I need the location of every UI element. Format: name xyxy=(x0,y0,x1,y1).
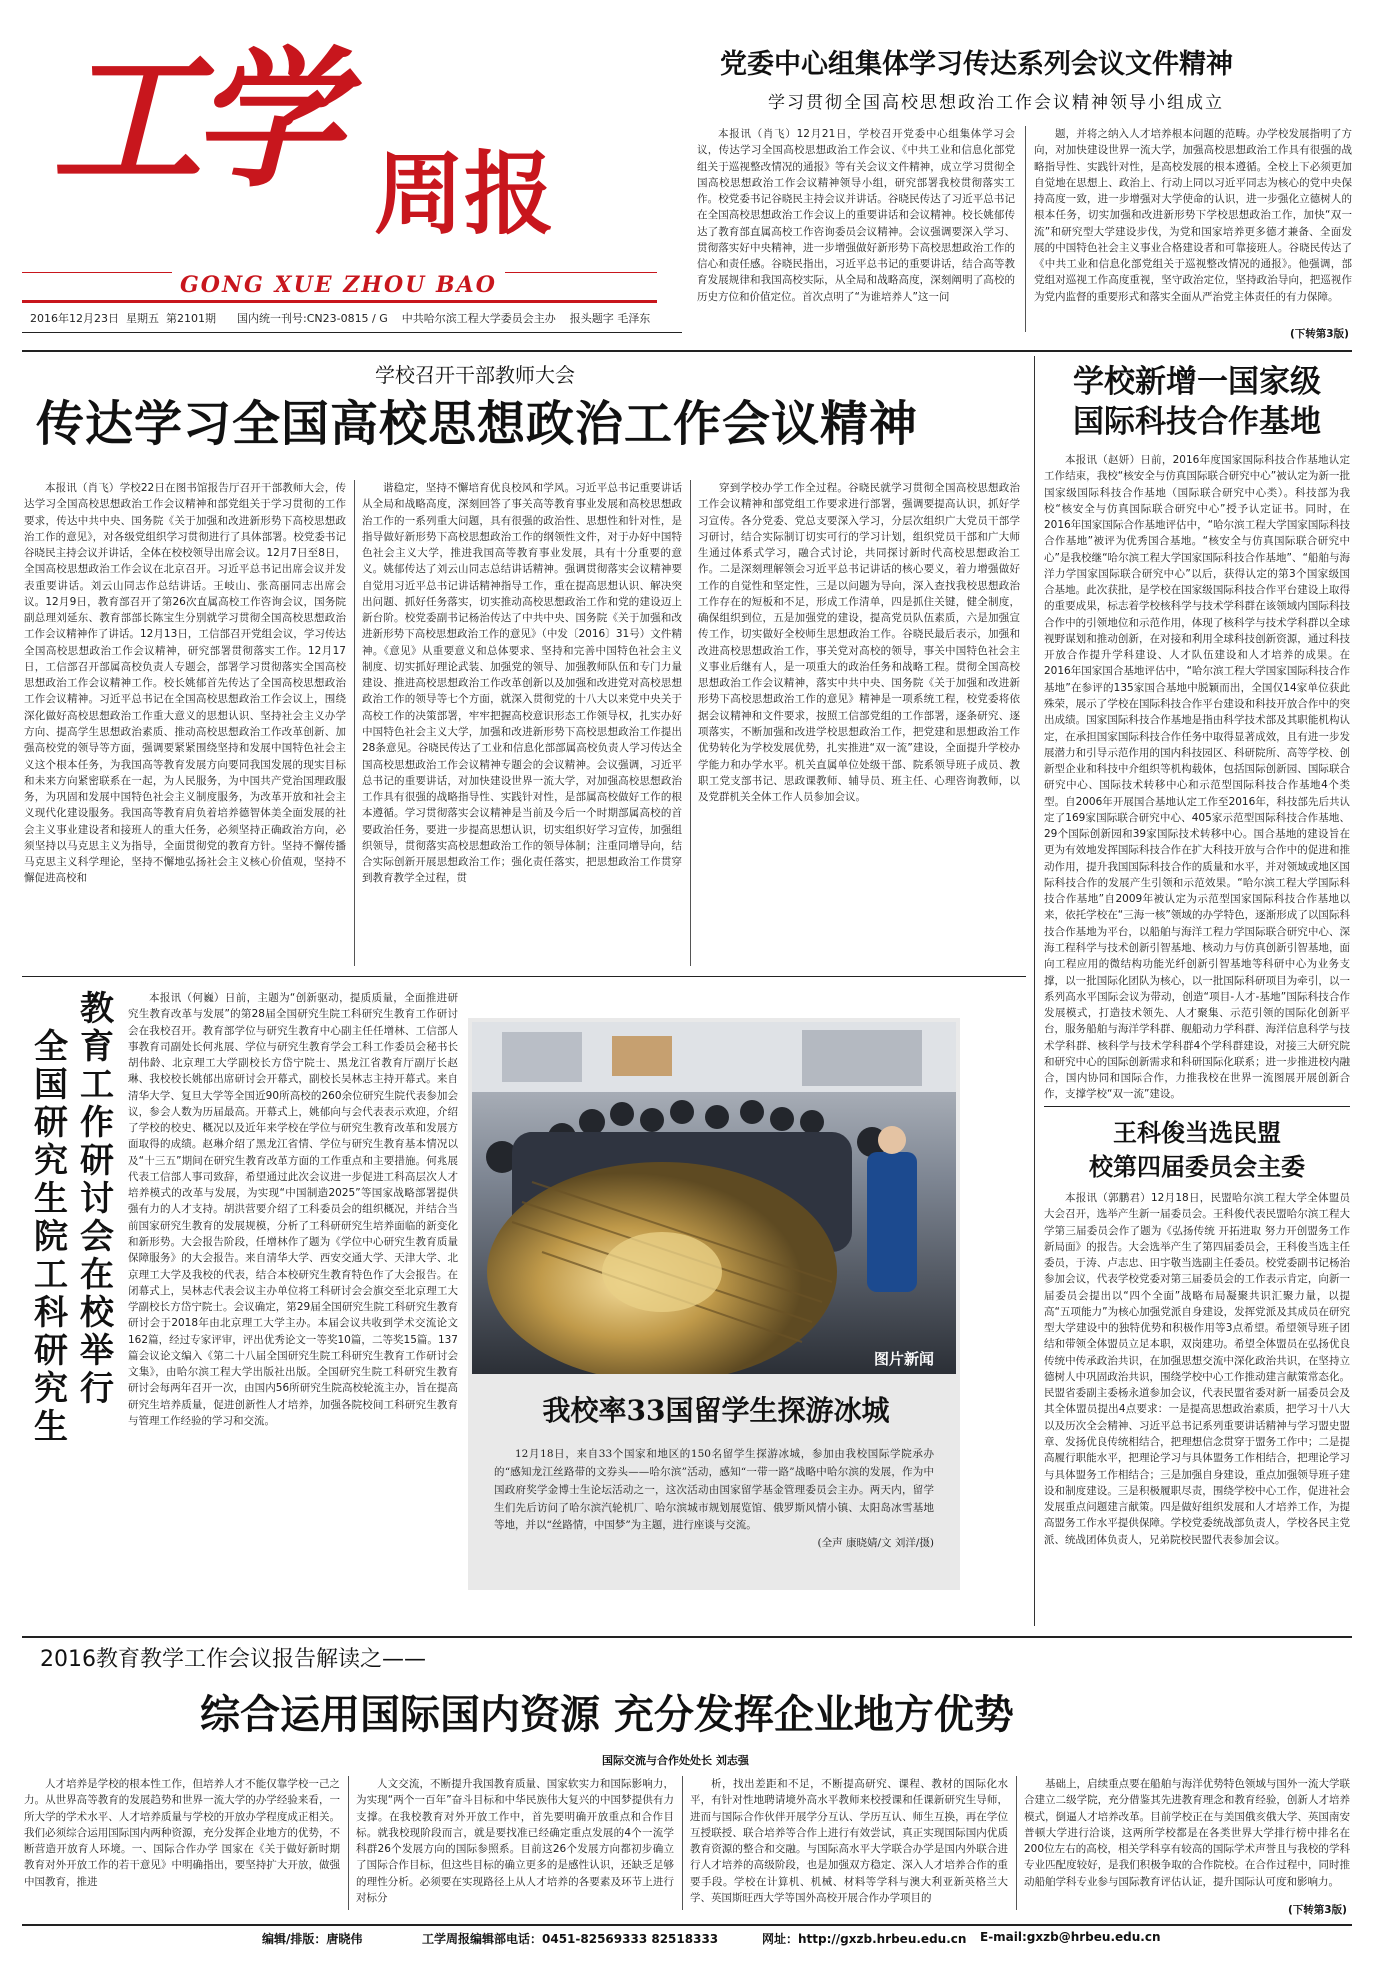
lead-col1-text: 本报讯（肖飞）学校22日在图书馆报告厅召开干部教师大会，传达学习全国高校思想政治工作会议精神和部党组关于学习贯彻的工作要求，传达中共中央、国务院《关于加强和改进新形势下高校思想政治工作的意见》，对各级党组织学习贯彻进行了具体部署。校党委书记谷晓民主持会议并讲话，全体在校校领导出席会议。12月7日至8日，全国高校思想政治工作会议在北京召开。习近平总书记出席会议并发表重要讲话。刘云山同志作总结讲话。王岐山、张高丽同志出席会议。12月9日，教育部召开了第26次直属高校工作咨询会议，国务院副总理刘延东、教育部部长陈宝生分别就学习贯彻全国高校思想政治工作会议精神作了讲话。12月13日，工信部召开党组会议，学习传达全国高校思想政治工作会议精神，研究部署贯彻落实工作。12月17日，工信部召开部属高校负责人专题会，部署学习贯彻落实全国高校思想政治工作会议精神工作。校长姚郁首先传达了全国高校思想政治工作会议精神。习近平总书记在全国高校思想政治工作会议上，围绕深化做好高校思想政治工作重大意义的思想认识、坚持社会主义办学方向、提高学生思想政治素质、推动高校思想政治工作改革创新、加强高校党的领导等方面，强调要紧紧围绕坚持和发展中国特色社会主义这个根本任务，为我国高等教育发展方向要同我国发展的现实目标和未来方向紧密联系在一起，为人民服务，为中国共产党治国理政服务，为巩固和发展中国特色社会主义制度服务，为改革开放和社会主义现代化建设服务。我国高等教育肩负着培养德智体美全面发展的社会主义事业建设者和接班人的重大任务，必须坚持正确政治方向，必须坚持以马克思主义为指导，全面贯彻党的教育方针。坚持不懈传播马克思主义科学理论，坚持不懈地弘扬社会主义核心价值观，坚持不懈促进高校和 xyxy=(24,482,346,885)
top-story-col-divider xyxy=(1025,126,1026,332)
bottom-divider-1 xyxy=(348,1776,349,1910)
left-story-title-col1: 全国研究生院工科研究生 xyxy=(34,1027,68,1447)
calligraphy-credit: 报头题字 毛泽东 xyxy=(569,312,651,325)
bottom-col2-text: 人文交流，不断提升我国教育质量、国家软实力和国际影响力，为实现“两个一百年”奋斗目标和中华民族伟大复兴的中国梦提供有力支撑。在我校教育对外开放工作中，首先要明确开放重点和合作目标。就我校现阶段而言，就是要找准已经确定重点发展的4个一流学科群26个发展方向的国际参照系。目前这26个发展方向都初步确立了国际合作目标，但这些目标的确立更多的是感性认识，还缺乏足够的理性分析。必须要在实现路径上从人才培养的各要素及环节上进行对标分 xyxy=(356,1778,674,1904)
publisher: 中共哈尔滨工程大学委员会主办 xyxy=(401,312,556,325)
right-story1-body xyxy=(1044,452,1350,1100)
lead-title: 传达学习全国高校思想政治工作会议精神 xyxy=(36,396,919,452)
masthead-pinyin: GONG XUE ZHOU BAO xyxy=(172,272,505,298)
footer-editor: 编辑/排版：唐晓伟 xyxy=(262,1932,363,1946)
bottom-col1 xyxy=(24,1776,340,1914)
lead-col3 xyxy=(698,480,1020,970)
issue-number: 第2101期 xyxy=(166,312,216,325)
bottom-col3-text: 析，找出差距和不足，不断提高研究、课程、教材的国际化水平，有针对性地聘请境外高水平教师来校授课和任课新研究生导师，进而与国际合作伙伴开展学分互认、学历互认、师生互换，再在学位互授联授、联合培养等合作上进行有效尝试，真正实现国际国内优质教育资源的整合和交融。与国际高水平大学联合办学是国内外联合进行人才培养的高级阶段，也是加强双方稳定、深入人才培养合作的重要手段。学校在计算机、机械、材料等学科与澳大利亚新英格兰大学、英国斯旺西大学等国外高校开展合作办学项目的 xyxy=(690,1778,1008,1904)
photo-news-label: 图片新闻 xyxy=(874,1350,935,1368)
bottom-kicker: 2016教育教学工作会议报告解读之—— xyxy=(40,1647,426,1672)
photo-caption-credit: (全声 康晓婧/文 刘洋/摄) xyxy=(817,1537,934,1550)
bottom-col4 xyxy=(1024,1776,1350,1900)
issue-weekday: 星期五 xyxy=(126,312,159,325)
right-story1-title-line2: 国际科技合作基地 xyxy=(1073,404,1321,440)
masthead-title-print: 周报 xyxy=(374,142,554,247)
divider-bottom xyxy=(22,1636,1352,1638)
footer-url[interactable]: 网址：http://gxzb.hrbeu.edu.cn xyxy=(762,1932,967,1946)
masthead-title-calligraphy: 工学 xyxy=(52,32,333,208)
bottom-col3 xyxy=(690,1776,1008,1914)
right-story2-title xyxy=(1044,1116,1350,1184)
top-story-title: 党委中心组集体学习传达系列会议文件精神 xyxy=(720,49,1233,80)
bottom-title: 综合运用国际国内资源 充分发挥企业地方优势 xyxy=(200,1691,1014,1738)
divider-top xyxy=(22,350,1352,352)
students-turbine-photo xyxy=(472,1022,956,1374)
bottom-byline: 国际交流与合作处处长 刘志强 xyxy=(602,1754,749,1767)
lead-kicker: 学校召开干部教师大会 xyxy=(375,363,575,387)
top-story-col1-text: 本报讯（肖飞）12月21日，学校召开党委中心组集体学习会议，传达学习全国高校思想政治工作会议、《中共工业和信息化部党组关于巡视整改情况的通报》等有关会议文件精神，成立学习贯彻全国高校思想政治工作会议精神领导小组，研究部署我校贯彻落实工作。校党委书记谷晓民主持会议并讲话。谷晓民传达了习近平总书记在全国高校思想政治工作会议上的重要讲话和会议精神。校长姚郁传达了教育部直属高校工作咨询委员会议精神。会议强调要深入学习、贯彻落实好中央精神，进一步增强做好新形势下高校思想政治工作的信心和责任感。谷晓民指出，习近平总书记的重要讲话，结合高等教育发展规律和我国高校实际，从全局和战略高度，深刻阐明了高校的历史方位和价值定位。首次点明了“为谁培养人”这一问 xyxy=(697,128,1015,303)
bottom-divider-3 xyxy=(1016,1776,1017,1910)
photo-caption-text: 12月18日，来自33个国家和地区的150名留学生探游冰城，参加由我校国际学院承办的“感知龙江丝路带的文券头——哈尔滨”活动，感知“一带一路”战略中哈尔滨的发展，作为中国政府奖学金博士生论坛活动之一，这次活动由国家留学基金管理委员会主办。两天内，留学生们先后访问了哈尔滨汽轮机厂、哈尔滨城市规划展览馆、俄罗斯风情小镇、太阳岛冰雪基地等地，并以“丝路情，中国梦”为主题，进行座谈与交流。 xyxy=(494,1448,934,1532)
right-story1-title xyxy=(1044,362,1350,442)
top-story-continued: (下转第3版) xyxy=(1290,328,1349,340)
top-story-col2 xyxy=(1034,126,1352,322)
footer-phone: 工学周报编辑部电话：0451-82569333 82518333 xyxy=(422,1932,719,1946)
bottom-continued: (下转第3版) xyxy=(1288,1904,1347,1916)
right-story2-text: 本报讯（郭鹏君）12月18日，民盟哈尔滨工程大学全体盟员大会召开，选举产生新一届委员会。王科俊代表民盟哈尔滨工程大学第三届委员会作了题为《弘扬传统 开拓进取 努力开创盟务工作新局面》的报告。大会选举产生了第四届委员会，王科俊当选主任委员，于涛、卢志忠、田宇敬当选副主任委员。校党委副书记杨治参加会议，代表学校党委对第三届委员会的工作表示肯定，向新一届委员会提出以“四个全面”战略布局凝聚共识汇聚力量，以提高“五项能力”为核心加强党派自身建设，发挥党派及其成员在研究型大学建设中的独特优势和积极作用等3点希望。希望领导班子团结和带领全体盟员立足本职，双岗建功。希望全体盟员在弘扬优良传统中传承政治共识，在加强思想交流中深化政治共识，在坚持立德树人中巩固政治共识，围绕学校中心工作推动建言献策常态化。民盟省委副主委杨永道参加会议，代表民盟省委对新一届委员会及其全体盟员提出4点要求：一是提高思想政治素质，把学习十八大以及历次全会精神、习近平总书记系列重要讲话精神与学习盟史盟章、发扬优良传统相结合，把理想信念贯穿于盟务工作中；二是提高履行职能水平，把理论学习与具体盟务工作相结合，把理论学习与具体盟务工作相结合；三是加强自身建设，重点加强领导班子建设和制度建设。三是积极履职尽责，围绕学校中心工作，促进社会发展重点问题建言献策。四是做好组织发展和人才培养工作，为提高盟务工作水平提供保障。学校党委统战部负责人，学校各民主党派、统战团体负责人，兄弟院校民盟代表参加会议。 xyxy=(1044,1192,1350,1546)
divider-right-column xyxy=(1034,356,1035,1626)
left-story-title-col2: 教育工作研讨会在校举行 xyxy=(80,989,114,1409)
right-divider xyxy=(1044,1106,1350,1107)
left-story-text: 本报讯（何巍）日前，主题为“创新驱动，提质质量，全面推进研究生教育改革与发展”的第28届全国研究生院工科研究生教育工作研讨会在我校召开。教育部学位与研究生教育中心副主任任增林、工信部人事教育司副处长何兆展、学位与研究生教育学会工科工作委员会秘书长胡伟龄、北京理工大学副校长方岱宁院士、黑龙江省教育厅副厅长赵琳、我校校长姚郁出席研讨会开幕式，副校长吴林志主持开幕式。来自清华大学、复旦大学等全国近90所高校的260余位研究生院代表参加会议，参会人数为历届最高。开幕式上，姚郁向与会代表表示欢迎，介绍了学校的校史、概况以及近年来学校在学位与研究生教育改革和发展方面取得的成绩。赵琳介绍了黑龙江省情、学位与研究生教育基本情况以及“十三五”期间在研究生教育改革方面的工作重点和主要措施。何兆展代表工信部人事司致辞，希望通过此次会议进一步促进工科高层次人才培养模式的改革与发展，为实现“中国制造2025”等国家战略部署提供强有力的人才支持。胡洪营要介绍了工科委员会的组织概况，并结合当前国家研究生教育的发展规模，分析了工科研研究生培养面临的新变化和新形势。大会报告阶段，任增林作了题为《学位中心研究生教育质量保障服务》的大会报告。来自清华大学、西安交通大学、天津大学、北京理工大学及我校的代表，结合本校研究生教育特色作了大会报告。在闭幕式上，吴林志代表会议主办单位将工科研讨会会旗交至北京理工大学副校长方岱宁院士。会议确定，第29届全国研究生院工科研究生教育研讨会于2018年由北京理工大学主办。本届会议共收到学术交流论文162篇，经过专家评审，评出优秀论文一等奖10篇，二等奖15篇。137篇会议论文编入《第二十八届全国研究生院工科研究生教育工作研讨会文集》，由哈尔滨工程大学出版社出版。全国研究生院工科研究生教育研讨会每两年召开一次，由国内56所研究生院高校轮流主办，旨在提高研究生培养质量，促进创新性人才培养，加强各院校间工科研究生教育与管理工作经验的学习和交流。 xyxy=(128,992,458,1427)
bottom-col2 xyxy=(356,1776,674,1914)
top-story-subtitle: 学习贯彻全国高校思想政治工作会议精神领导小组成立 xyxy=(768,93,1224,113)
lead-col2 xyxy=(362,480,682,970)
top-story-col2-text: 题，并将之纳入人才培养根本问题的范畴。办学校发展指明了方向，对加快建设世界一流大学，加强高校思想政治工作具有很强的战略指导性、实践针对性，是高校发展的根本遵循。全校上下必须更加自觉地在思想上、政治上、行动上同以习近平同志为核心的党中央保持高度一致，进一步增强对大学使命的认识，进一步强化立德树人的根本任务，切实加强和改进新形势下学校思想政治工作，加快“双一流”和研究型大学建设步伐，为党和国家培养更多德才兼备、全面发展的中国特色社会主义事业合格建设者和可靠接班人。谷晓民传达了《中共工业和信息化部党组关于巡视整改情况的通报》。他强调，部党组对巡视工作高度重视，坚守政治定位，坚持政治导向，把巡视作为党内监督的重要形式和落实全面从严治党主体责任的有力保障。 xyxy=(1034,128,1352,303)
bottom-col4-text: 基础上，启续重点要在船舶与海洋优势特色领域与国外一流大学联合建立二级学院，充分借鉴其先进教育理念和教育经验，创新人才培养模式，倒逼人才培养改革。目前学校正在与美国俄亥俄大学、英国南安普顿大学进行洽谈，这两所学校都是在各类世界大学排行榜中排名在200位左右的高校，相关学科享有较高的国际学术声誉且与我校的学科专业匹配度较好，是我们积极争取的合作院校。在合作过程中，同时推动船舶学科专业参与国际教育评估认证，提升国际认可度和影响力。 xyxy=(1024,1778,1350,1888)
right-story1-title-line1: 学校新增一国家级 xyxy=(1073,364,1321,400)
masthead-rule-thick xyxy=(22,300,657,303)
masthead-info-bar xyxy=(30,310,670,326)
bottom-divider-2 xyxy=(682,1776,683,1910)
footer-email[interactable]: E-mail:gxzb@hrbeu.edu.cn xyxy=(980,1930,1161,1944)
footer-rule xyxy=(22,1924,1352,1926)
lead-col1 xyxy=(24,480,346,970)
top-story-col1 xyxy=(697,126,1015,336)
photo-feature-panel xyxy=(468,1018,960,1590)
issue-date: 2016年12月23日 xyxy=(30,312,119,325)
masthead xyxy=(22,20,682,340)
right-story2-body xyxy=(1044,1190,1350,1626)
cn-number: 国内统一刊号:CN23-0815 / G xyxy=(236,312,388,325)
photo-feature-caption xyxy=(494,1446,934,1553)
right-story2-title-line1: 王科俊当选民盟 xyxy=(1113,1118,1281,1147)
lead-col2-text: 谐稳定，坚持不懈培育优良校风和学风。习近平总书记重要讲话从全局和战略高度，深刻回答了事关高等教育事业发展和高校思想政治工作的一系列重大问题，具有很强的政治性、思想性和针对性，是指导做好新形势下高校思想政治工作的纲领性文件，对于办好中国特色社会主义大学，推进我国高等教育事业发展，具有十分重要的意义。姚郁传达了刘云山同志总结讲话精神。强调贯彻落实会议精神要自觉用习近平总书记讲话精神指导工作，重在提高思想认识、解决突出问题、抓好任务落实，切实推动高校思想政治工作和党的建设迈上新台阶。校党委副书记杨治传达了中共中央、国务院《关于加强和改进新形势下高校思想政治工作的意见》（中发〔2016〕31号）文件精神。《意见》从重要意义和总体要求、坚持和完善中国特色社会主义制度、切实抓好理论武装、加强党的领导、加强教师队伍和专门力量建设、推进高校思想政治工作改革创新以及加强和改进党对高校思想政治工作的领导等七个方面，就深入贯彻党的十八大以来党中央关于高校工作的决策部署，牢牢把握高校意识形态工作领导权，扎实办好中国特色社会主义大学，加强和改进新形势下高校思想政治工作提出28条意见。谷晓民传达了工业和信息化部部属高校负责人学习传达全国高校思想政治工作会议精神专题会的会议精神。会议强调，习近平总书记的重要讲话，对加快建设世界一流大学，对加强高校思想政治工作具有很强的战略指导性、实践针对性，是部属高校做好工作的根本遵循。学习贯彻落实会议精神是当前及今后一个时期部属高校的首要政治任务，要进一步提高思想认识，切实组织好学习宣传，加强组织领导，贯彻落实高校思想政治工作的领导体制；注重同增导向，结合实际创新开展思想政治工作；强化责任落实，把思想政治工作贯穿到教育教学全过程，贯 xyxy=(362,482,682,885)
divider-mid xyxy=(22,976,1026,977)
right-story2-title-line2: 校第四届委员会主委 xyxy=(1089,1152,1305,1181)
lead-divider-2 xyxy=(690,480,691,966)
lead-col3-text: 穿到学校办学工作全过程。谷晓民就学习贯彻全国高校思想政治工作会议精神和部党组工作要求进行部署，强调要提高认识，抓好学习宣传。各分党委、党总支要深入学习，分层次组织广大党员干部学习研讨，结合实际制订切实可行的学习计划，组织党员干部和广大师生通过体系式学习，融合式讨论，共同探讨新时代高校思想政治工作。二是深刻理解领会习近平总书记讲话的核心要义，着力增强做好工作的自觉性和坚定性，三是以问题为导向，深入查找我校思想政治工作存在的短板和不足，形成工作清单，四是抓住关键，健全制度，确保组织到位，五是加强党的建设，提高党员队伍素质，六是加强宣传工作，切实做好全校师生思想政治工作。谷晓民最后表示，加强和改进高校思想政治工作，事关党对高校的领导，事关中国特色社会主义事业后继有人，是一项重大的政治任务和战略工程。贯彻全国高校思想政治工作会议精神，落实中共中央、国务院《关于加强和改进新形势下高校思想政治工作的意见》精神是一项系统工程，校党委将依据会议精神和文件要求，按照工信部党组的工作部署，逐条研究、逐项落实，不断加强和改进学校思想政治工作，把党建和思想政治工作优势转化为学校发展优势，扎实推进“双一流”建设，全面提升学校办学能力和办学水平。机关直属单位处级干部、院系领导班子成员、教职工党支部书记、思政课教师、辅导员、班主任、心理咨询教师，以及党群机关全体工作人员参加会议。 xyxy=(698,482,1020,804)
photo-feature-title: 我校率33国留学生探游冰城 xyxy=(542,1394,890,1427)
photo-news-image xyxy=(472,1022,956,1374)
bottom-col1-text: 人才培养是学校的根本性工作，但培养人才不能仅靠学校一己之力。从世界高等教育的发展趋势和世界一流大学的办学经验来看，一所大学的学术水平、人才培养质量与学校的开放办学程度成正相关。我们必须综合运用国际国内两种资源，充分发挥企业地方的优势，不断营造开放育人环境。一、国际合作办学 国家在《关于做好新时期教育对外开放工作的若干意见》中明确指出，要坚持扩大开放，做强中国教育，推进 xyxy=(24,1778,340,1888)
lead-divider-1 xyxy=(354,480,355,966)
masthead-info-underline xyxy=(22,332,682,333)
right-story1-text: 本报讯（赵妍）日前，2016年度国家国际科技合作基地认定工作结束，我校“核安全与仿真国际联合研究中心”被认定为新一批国家级国际科技合作基地（国际联合研究中心类）。科技部为我校“核安全与仿真国际联合研究中心”授予认定证书。同时，在2016年国家国际合作基地评估中，“哈尔滨工程大学国家国际科技合作基地”被评为优秀国合基地。“核安全与仿真国际联合研究中心”是我校继“哈尔滨工程大学国家国际科技合作基地”、“船舶与海洋力学国家国际联合研究中心”以后，获得认定的第3个国家级国合基地。此次获批，是学校在国家级国际科技合作平台建设上取得的重要成果，标志着学校核科学与技术学科群在该领域内国际科技合作中的引领地位和示范作用，体现了核科学与技术学科群以全球视野谋划和推动创新，在对接和利用全球科技创新资源，通过科技开放合作提升学科建设、人才队伍建设和人才培养的成果。在2016年国家国合基地评估中，“哈尔滨工程大学国家国际科技合作基地”在参评的135家国合基地中脱颖而出，全国仅14家单位获此殊荣，展示了学校在国际科技合作平台建设和科技开放合作中的突出成绩。国家国际科技合作基地是指由科学技术部及其职能机构认定，在承担国家国际科技合作任务中取得显著成效，且有进一步发展潜力和引导示范作用的国内科技园区、科研院所、高等学校、创新型企业和科技中介组织等机构载体，包括国际创新园、国际联合研究中心、国际技术转移中心和示范型国际科技合作基地4个类型。自2006年开展国合基地认定工作至2016年，科技部先后共认定了169家国际联合研究中心、405家示范型国际科技合作基地、29个国际创新园和39家国际技术转移中心。国合基地的建设旨在更为有效地发挥国际科技合作在扩大科技开放与合作中的促进和推动作用，提升我国国际科技合作的质量和水平，并对领域或地区国际科技合作的发展产生引领和示范效果。“哈尔滨工程大学国际科技合作基地”自2009年被认定为示范型国家国际科技合作基地以来，依托学校在“三海一核”领域的办学特色，逐渐形成了以国际科技合作基地为平台，以船舶与海洋工程力学国际联合研究中心、深海工程科学与技术创新引智基地、核动力与仿真创新引智基地，面向工程应用的微结构功能光纤创新引智基地等科研中心为业务支撑，以一批国际化团队为核心，以一批国际科研项目为牵引，以一系列高水平国际会议为带动，创造“项目-人才-基地”国际科技合作发展模式，打造技术领先、人才聚集、示范引领的国际化创新平台，服务船舶与海洋学科群、舰船动力学科群、海洋信息科学与技术学科群、核科学与技术学科群4个学科群建设，对接三大研究院和研究中心的国际创新需求和科研国际化联系；进一步推进校内融合，国内协同和国际合作，力推我校在世界一流图展开展创新合作，支撑学校“双一流”建设。 xyxy=(1044,454,1350,1100)
left-story-body xyxy=(128,990,458,1616)
